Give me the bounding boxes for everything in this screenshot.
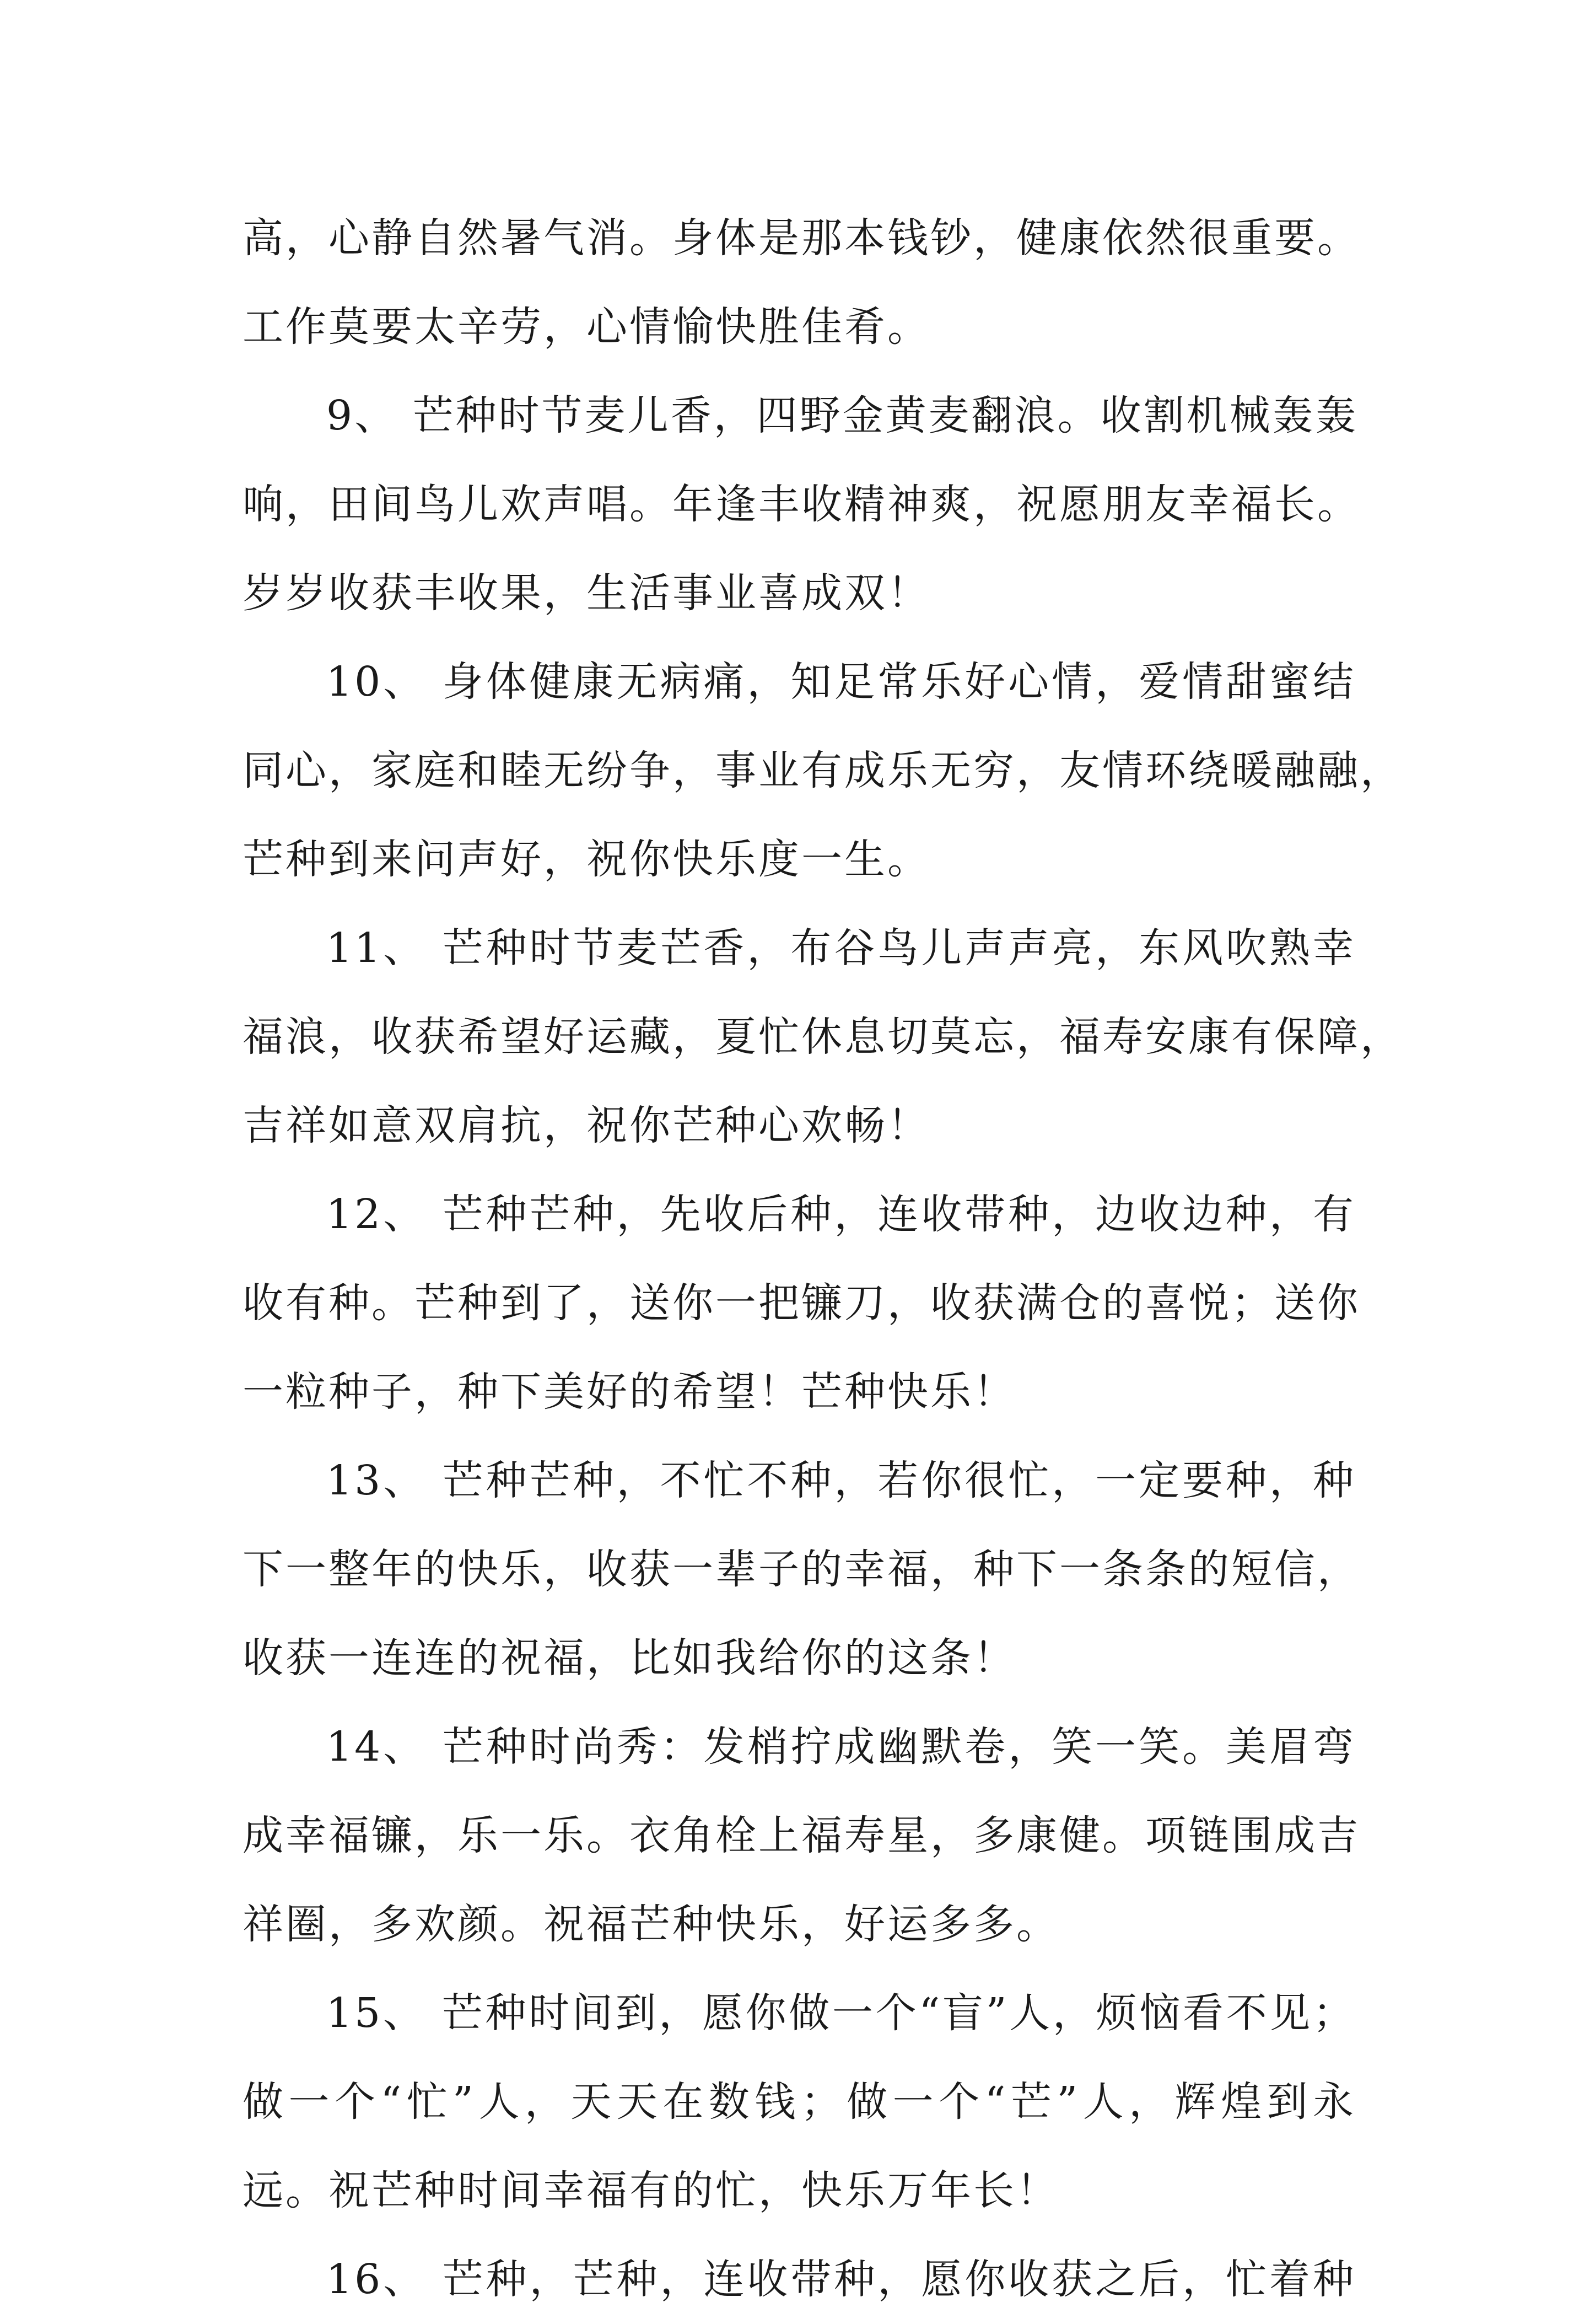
text-line: 10、 身体健康无病痛，知足常乐好心情，爱情甜蜜结 xyxy=(326,658,1356,706)
text-line: 9、 芒种时节麦儿香，四野金黄麦翻浪。收割机械轰轰 xyxy=(326,392,1359,439)
text-line: 成幸福镰，乐一乐。衣角栓上福寿星，多康健。项链围成吉 xyxy=(243,1812,1360,1859)
text-line: 13、 芒种芒种，不忙不种，若你很忙，一定要种，种 xyxy=(326,1457,1356,1504)
text-line: 做一个“忙”人，天天在数钱；做一个“芒”人，辉煌到永 xyxy=(243,2078,1356,2126)
text-line: 12、 芒种芒种，先收后种，连收带种，边收边种，有 xyxy=(326,1191,1356,1238)
text-line: 收获一连连的祝福，比如我给你的这条！ xyxy=(243,1634,1016,1682)
text-line: 收有种。芒种到了，送你一把镰刀，收获满仓的喜悦；送你 xyxy=(243,1279,1360,1327)
text-line: 一粒种子，种下美好的希望！芒种快乐！ xyxy=(243,1368,1016,1416)
text-line: 下一整年的快乐，收获一辈子的幸福，种下一条条的短信， xyxy=(243,1546,1360,1593)
text-line: 15、 芒种时间到，愿你做一个“盲”人，烦恼看不见； xyxy=(326,1989,1356,2037)
text-line: 16、 芒种，芒种，连收带种，愿你收获之后，忙着种 xyxy=(326,2256,1356,2303)
text-line: 高，心静自然暑气消。身体是那本钱钞，健康依然很重要。 xyxy=(243,214,1360,262)
text-line: 芒种到来问声好，祝你快乐度一生。 xyxy=(243,836,930,883)
text-line: 11、 芒种时节麦芒香，布谷鸟儿声声亮，东风吹熟幸 xyxy=(326,924,1356,972)
text-line: 福浪，收获希望好运藏，夏忙休息切莫忘，福寿安康有保障， xyxy=(243,1013,1403,1061)
text-line: 岁岁收获丰收果，生活事业喜成双！ xyxy=(243,569,930,617)
text-line: 工作莫要太辛劳，心情愉快胜佳肴。 xyxy=(243,303,930,351)
text-line: 同心，家庭和睦无纷争，事业有成乐无穷，友情环绕暖融融， xyxy=(243,747,1403,794)
body-text xyxy=(243,194,1403,2324)
text-line: 14、 芒种时尚秀：发梢拧成幽默卷，笑一笑。美眉弯 xyxy=(326,1723,1356,1771)
text-line: 祥圈，多欢颜。祝福芒种快乐，好运多多。 xyxy=(243,1901,1059,1948)
text-line: 远。祝芒种时间幸福有的忙，快乐万年长！ xyxy=(243,2167,1059,2214)
text-line: 吉祥如意双肩抗，祝你芒种心欢畅！ xyxy=(243,1102,930,1149)
text-line: 响，田间鸟儿欢声唱。年逢丰收精神爽，祝愿朋友幸福长。 xyxy=(243,481,1360,528)
